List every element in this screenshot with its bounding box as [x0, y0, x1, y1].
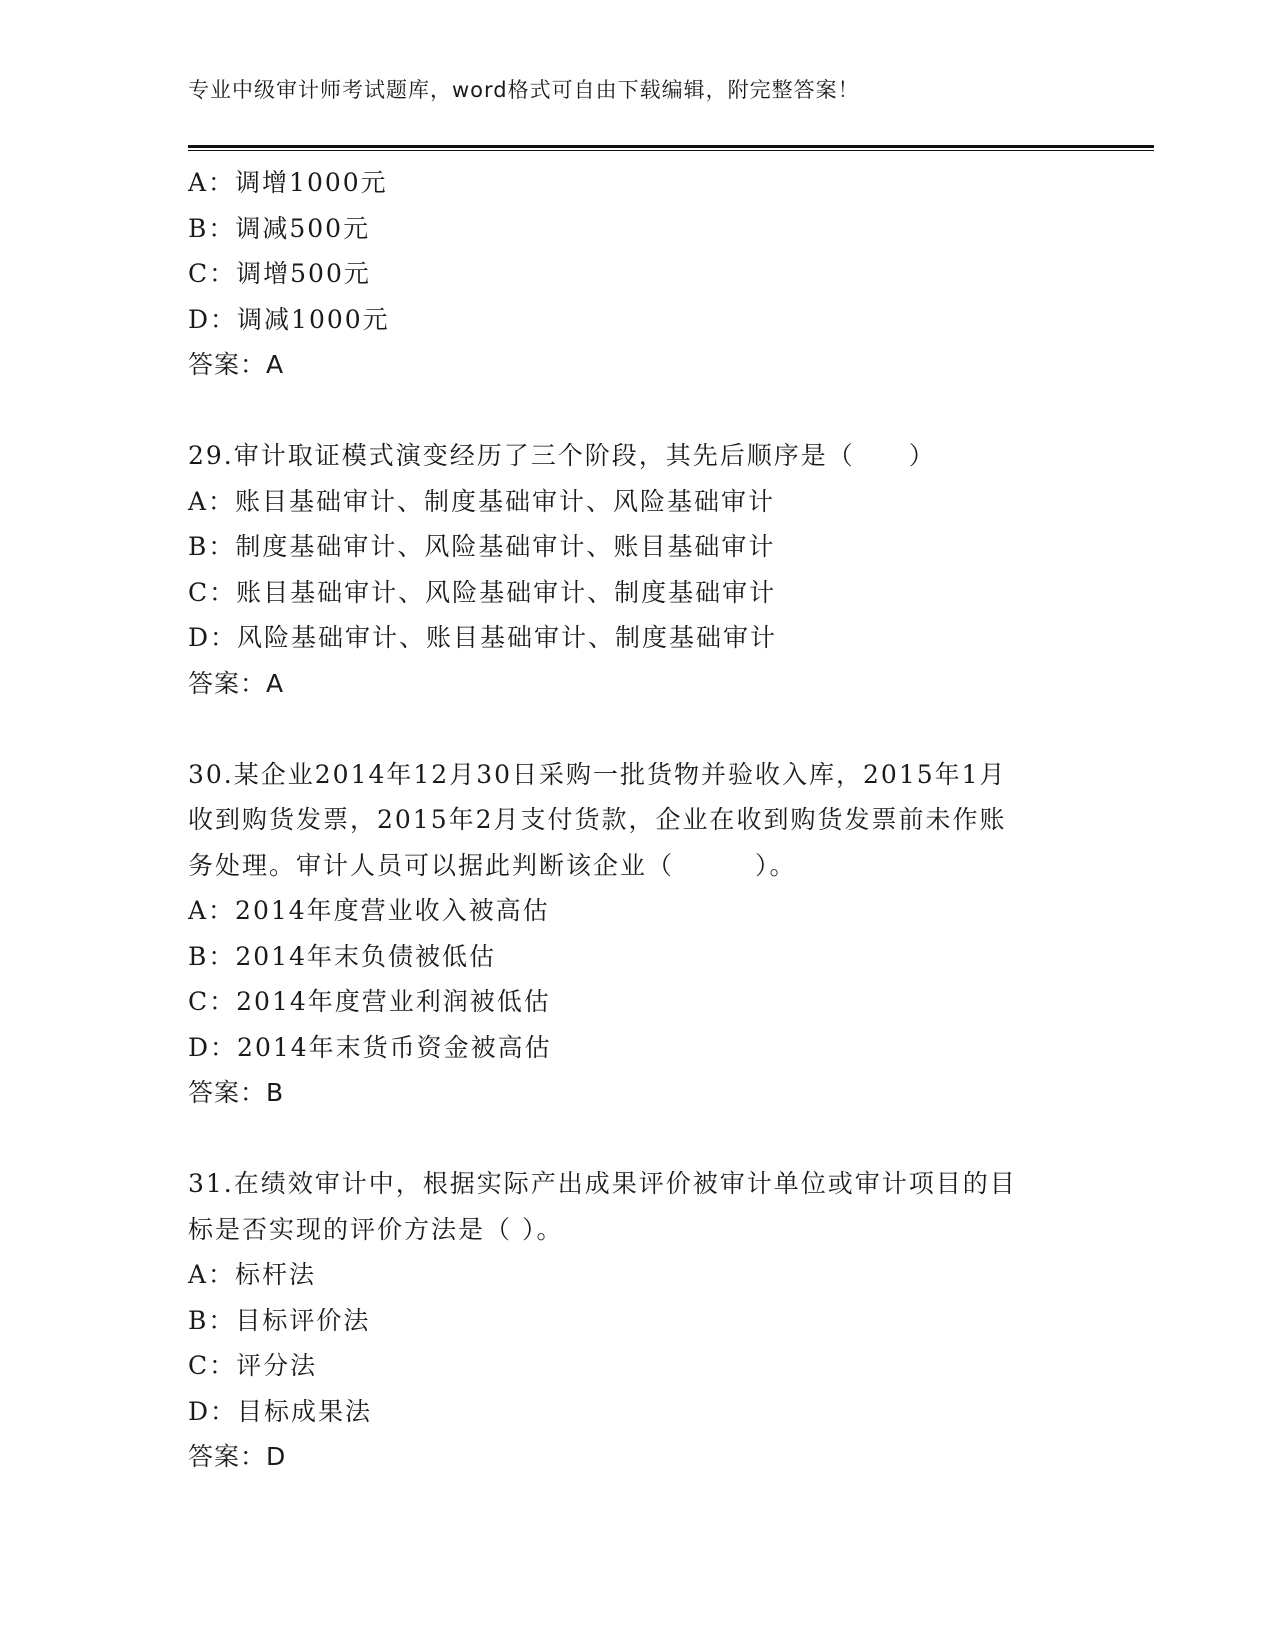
page-header: 专业中级审计师考试题库，word格式可自由下载编辑，附完整答案！ — [188, 78, 860, 102]
option-line: A：标杆法 — [188, 1260, 317, 1289]
option-line: A：账目基础审计、制度基础审计、风险基础审计 — [188, 486, 776, 516]
option-line: C：调增500元 — [188, 259, 371, 288]
option-line: A：调增1000元 — [188, 168, 388, 197]
question-line: 收到购货发票，2015年2月支付货款，企业在收到购货发票前未作账 — [188, 805, 1007, 834]
answer-line: 答案：B — [188, 1078, 285, 1107]
answer-line: 答案：A — [188, 668, 285, 698]
answer-line: 答案：D — [188, 1442, 287, 1471]
header-divider — [188, 145, 1154, 151]
option-line: D：目标成果法 — [188, 1396, 373, 1426]
question-line: 务处理。审计人员可以据此判断该企业（ ）。 — [188, 850, 797, 880]
option-line: B：目标评价法 — [188, 1305, 371, 1335]
divider-thick-line — [188, 145, 1154, 148]
option-line: B：调减500元 — [188, 213, 371, 243]
spacer — [188, 388, 1088, 434]
option-line: D：2014年末货币资金被高估 — [188, 1032, 552, 1062]
spacer — [188, 706, 1088, 752]
question-line: 31.在绩效审计中，根据实际产出成果评价被审计单位或审计项目的目 — [188, 1169, 1017, 1198]
option-line: C：评分法 — [188, 1351, 318, 1380]
option-line: C：2014年度营业利润被低估 — [188, 987, 551, 1016]
question-list — [188, 160, 1088, 1480]
question-line: 29.审计取证模式演变经历了三个阶段，其先后顺序是（ ） — [188, 441, 936, 470]
option-line: A：2014年度营业收入被高估 — [188, 896, 550, 925]
option-line: B：制度基础审计、风险基础审计、账目基础审计 — [188, 532, 776, 561]
divider-thin-line — [188, 150, 1154, 151]
option-line: B：2014年末负债被低估 — [188, 941, 496, 971]
option-line: D：调减1000元 — [188, 304, 390, 334]
question-line: 30.某企业2014年12月30日采购一批货物并验收入库，2015年1月 — [188, 759, 1007, 789]
answer-line: 答案：A — [188, 350, 285, 379]
option-line: D：风险基础审计、账目基础审计、制度基础审计 — [188, 623, 778, 652]
spacer — [188, 1116, 1088, 1162]
question-line: 标是否实现的评价方法是（ ）。 — [188, 1214, 564, 1244]
option-line: C：账目基础审计、风险基础审计、制度基础审计 — [188, 577, 777, 607]
